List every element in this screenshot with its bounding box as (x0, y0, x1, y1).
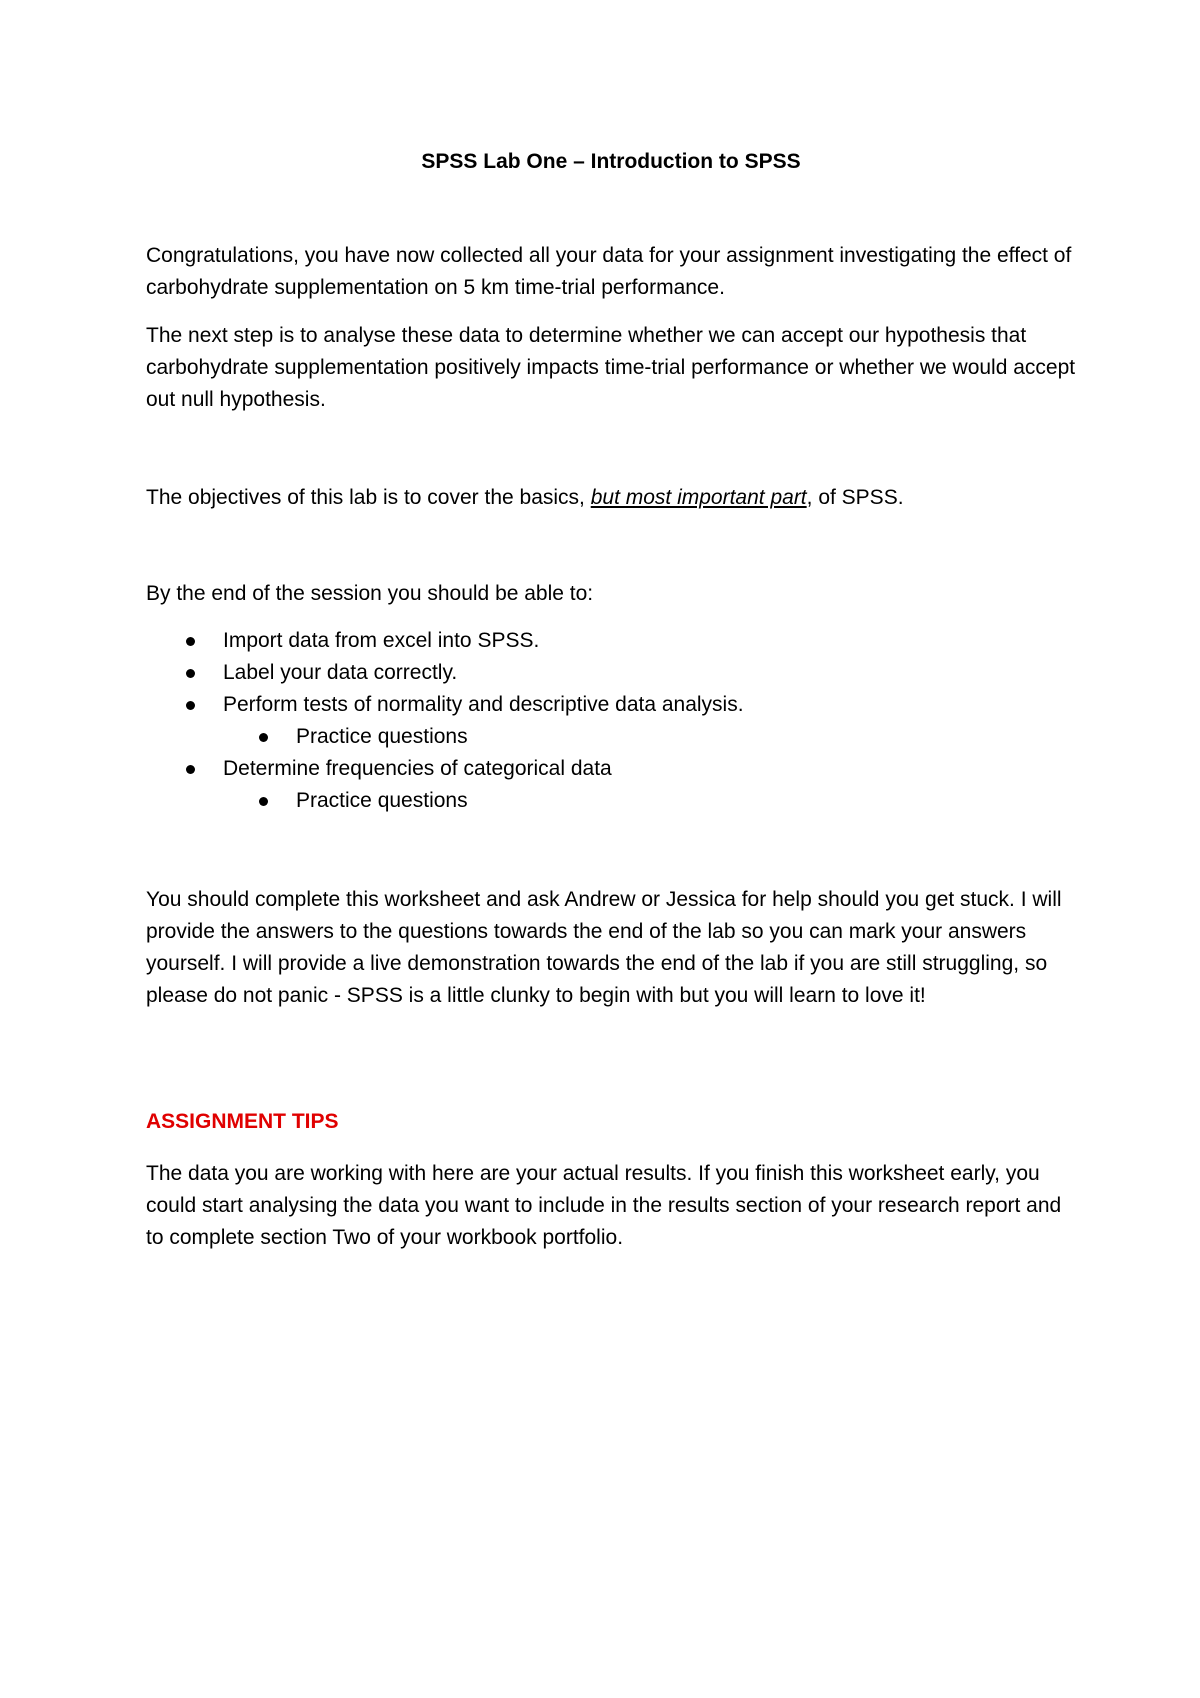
objectives-paragraph (146, 482, 1076, 514)
objectives-emphasis: but most important part (590, 486, 807, 509)
completion-paragraph: You should complete this worksheet and ask Andrew or Jessica for help should you get stuck. I will provide the answers to the questions towards the end of the lab so you can mark your answers yourself. I will provide a live demonstration towards the end of the lab if you are still struggling, so please do not panic - SPSS is a little clunky to begin with but you will learn to love it! (146, 888, 1062, 1007)
sub-list-item (146, 721, 1076, 753)
document-title: SPSS Lab One – Introduction to SPSS (421, 150, 801, 173)
bullet-icon (259, 797, 268, 806)
list-item-text: Practice questions (296, 725, 468, 748)
list-item (146, 657, 1076, 689)
bullet-icon (186, 637, 195, 646)
bullet-icon (186, 669, 195, 678)
objectives-suffix: , of SPSS. (806, 486, 904, 509)
list-item (146, 753, 1076, 785)
list-item-text: Practice questions (296, 789, 468, 812)
intro-paragraph: Congratulations, you have now collected all your data for your assignment investigating the effect of carbohydrate supplementation on 5 km time-trial performance. (146, 244, 1072, 299)
list-item-text: Perform tests of normality and descriptive data analysis. (223, 693, 744, 716)
assignment-tips-heading: ASSIGNMENT TIPS (146, 1110, 339, 1133)
bullet-icon (259, 733, 268, 742)
next-step-paragraph: The next step is to analyse these data to determine whether we can accept our hypothesis that carbohydrate supplementation positively impacts time-trial performance or whether we would accept out null hypothesis. (146, 324, 1076, 411)
list-item-text: Determine frequencies of categorical data (223, 757, 612, 780)
sub-list-item (146, 785, 1076, 817)
list-item-text: Import data from excel into SPSS. (223, 629, 540, 652)
objectives-list (146, 625, 1076, 817)
assignment-tips-paragraph: The data you are working with here are your actual results. If you finish this worksheet early, you could start analysing the data you want to include in the results section of your research report and to complete section Two of your workbook portfolio. (146, 1162, 1062, 1249)
list-item-text: Label your data correctly. (223, 661, 458, 684)
objectives-prefix: The objectives of this lab is to cover the basics, (146, 486, 591, 509)
bullet-icon (186, 765, 195, 774)
end-of-session-intro: By the end of the session you should be able to: (146, 582, 594, 605)
list-item (146, 689, 1076, 721)
list-item (146, 625, 1076, 657)
bullet-icon (186, 701, 195, 710)
